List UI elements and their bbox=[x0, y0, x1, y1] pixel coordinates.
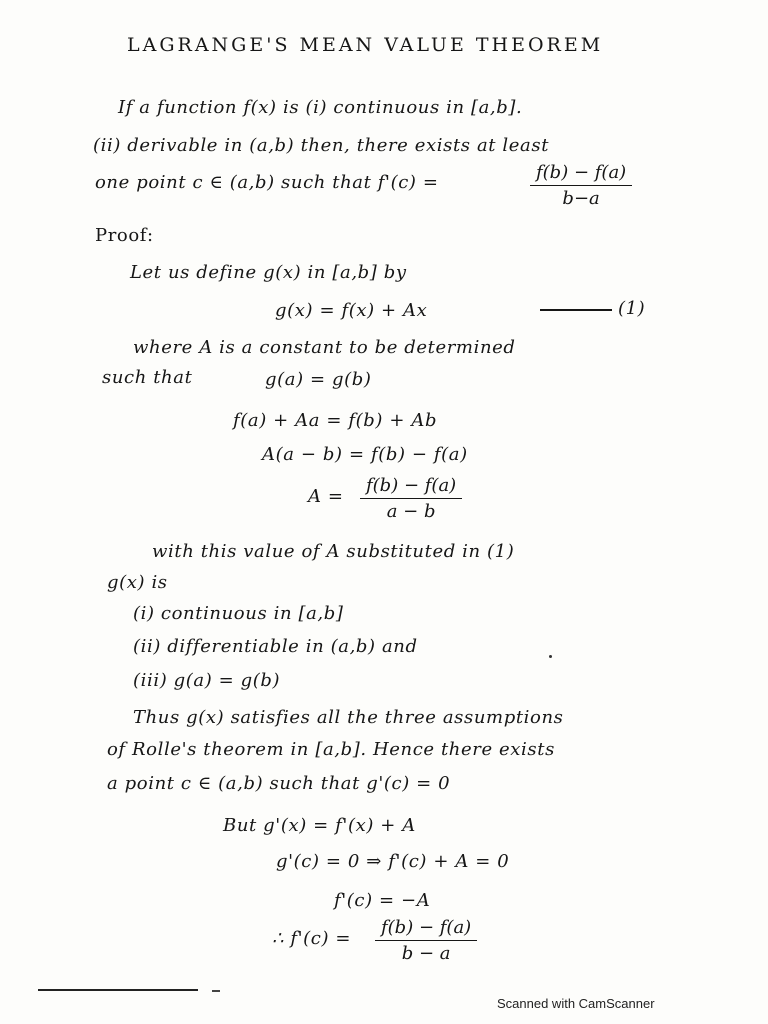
equation-tag-leader bbox=[540, 309, 612, 311]
proof-such-that: such that bbox=[102, 367, 193, 388]
a-fraction bbox=[360, 475, 462, 522]
final-fraction-numerator: f(b) − f(a) bbox=[375, 917, 477, 941]
statement-fraction bbox=[530, 162, 632, 209]
proof-step-2: A(a − b) = f(b) − f(a) bbox=[262, 444, 468, 465]
bottom-rule-tick bbox=[212, 990, 220, 992]
statement-line-2: (ii) derivable in (a,b) then, there exists at least bbox=[93, 135, 550, 156]
equation-1: g(x) = f(x) + Ax bbox=[275, 300, 428, 321]
statement-line-3: one point c ∈ (a,b) such that f'(c) = bbox=[95, 172, 439, 193]
proof-thus-line-3: a point c ∈ (a,b) such that g'(c) = 0 bbox=[107, 773, 451, 794]
proof-condition: g(a) = g(b) bbox=[265, 369, 372, 390]
proof-thus-line-1: Thus g(x) satisfies all the three assumptions bbox=[133, 707, 564, 728]
a-equals-label: A = bbox=[308, 486, 344, 507]
final-lhs: ∴ f'(c) = bbox=[272, 928, 352, 949]
proof-let-line: Let us define g(x) in [a,b] by bbox=[130, 262, 407, 283]
proof-heading: Proof: bbox=[95, 225, 154, 246]
statement-fraction-denominator: b−a bbox=[562, 188, 600, 209]
proof-implication: g'(c) = 0 ⇒ f'(c) + A = 0 bbox=[276, 851, 510, 872]
proof-but-line: But g'(x) = f'(x) + A bbox=[223, 815, 416, 836]
proof-item-2: (ii) differentiable in (a,b) and bbox=[133, 636, 418, 657]
final-fraction bbox=[375, 917, 477, 964]
proof-gx-is: g(x) is bbox=[107, 572, 168, 593]
statement-line-1: If a function f(x) is (i) continuous in [a,b]. bbox=[118, 97, 523, 118]
a-fraction-denominator: a − b bbox=[386, 501, 436, 522]
proof-item-1: (i) continuous in [a,b] bbox=[133, 603, 344, 624]
proof-step-1: f(a) + Aa = f(b) + Ab bbox=[233, 410, 438, 431]
stray-dot bbox=[549, 655, 552, 658]
page-title: LAGRANGE'S MEAN VALUE THEOREM bbox=[127, 34, 604, 56]
equation-1-tag: (1) bbox=[618, 298, 646, 319]
proof-thus-line-2: of Rolle's theorem in [a,b]. Hence there exists bbox=[107, 739, 555, 760]
scanner-watermark: Scanned with CamScanner bbox=[497, 996, 655, 1011]
proof-where-line: where A is a constant to be determined bbox=[133, 337, 516, 358]
a-fraction-numerator: f(b) − f(a) bbox=[360, 475, 462, 499]
final-fraction-denominator: b − a bbox=[401, 943, 451, 964]
proof-fc-line: f'(c) = −A bbox=[334, 890, 431, 911]
statement-fraction-numerator: f(b) − f(a) bbox=[530, 162, 632, 186]
proof-item-3: (iii) g(a) = g(b) bbox=[133, 670, 281, 691]
proof-with-line: with this value of A substituted in (1) bbox=[152, 541, 515, 562]
bottom-rule bbox=[38, 989, 198, 991]
